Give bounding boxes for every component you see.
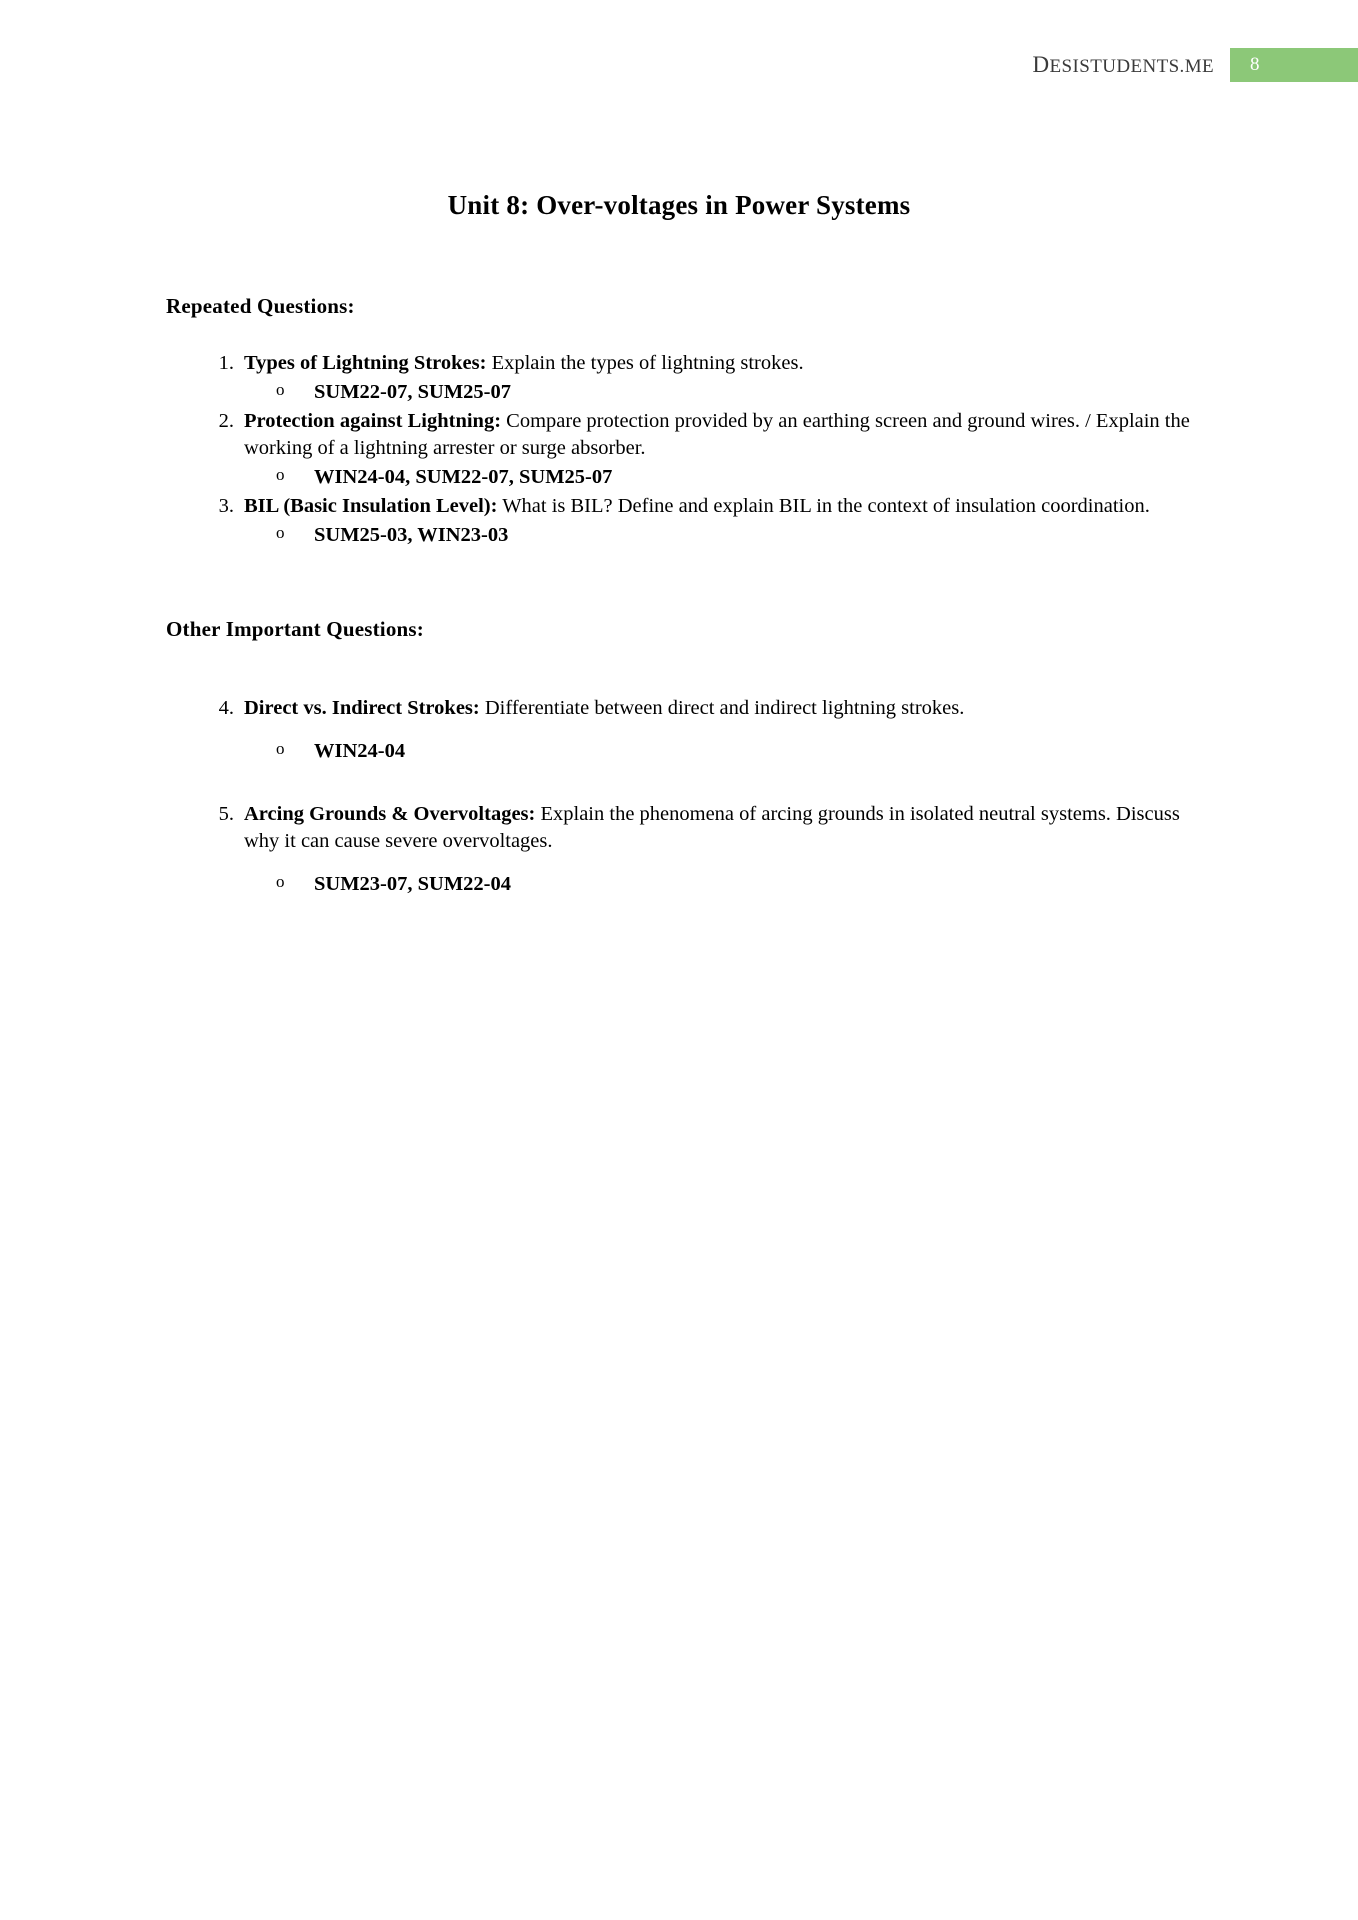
reference-codes: WIN24-04 xyxy=(314,739,406,762)
page-header xyxy=(0,0,1358,104)
list-item-number: 3. xyxy=(218,495,234,518)
site-watermark-rest: ESISTUDENTS.ME xyxy=(1049,56,1214,77)
question-title: Direct vs. Indirect Strokes: xyxy=(244,697,480,719)
list-item xyxy=(166,350,1196,378)
list-item-number: 1. xyxy=(218,352,234,374)
list-item xyxy=(166,695,1196,723)
question-list-other xyxy=(166,695,1196,934)
list-item xyxy=(166,801,1196,857)
list-item-text xyxy=(244,350,1196,378)
list-item xyxy=(166,493,1196,521)
list-item-text xyxy=(244,493,1196,521)
list-item-number: 2. xyxy=(218,409,234,432)
list-item-number: 5. xyxy=(218,802,234,825)
site-watermark xyxy=(1033,52,1230,78)
question-list-repeated xyxy=(166,350,1196,551)
circle-bullet-icon: o xyxy=(276,379,285,399)
page-number-band xyxy=(1230,48,1358,82)
question-title: BIL (Basic Insulation Level): xyxy=(244,495,498,518)
list-item-text xyxy=(244,695,1196,723)
list-item-text xyxy=(244,408,1196,464)
reference-codes: SUM25-03, WIN23-03 xyxy=(314,523,509,546)
list-item xyxy=(166,408,1196,464)
page-title: Unit 8: Over-voltages in Power Systems xyxy=(447,190,911,220)
reference-codes: SUM22-07, SUM25-07 xyxy=(314,380,512,403)
question-title: Protection against Lightning: xyxy=(244,409,502,432)
question-title: Arcing Grounds & Overvoltages: xyxy=(244,802,536,825)
list-item-text xyxy=(244,801,1196,857)
circle-bullet-icon: o xyxy=(276,522,285,542)
reference-codes: WIN24-04, SUM22-07, SUM25-07 xyxy=(314,466,613,489)
page-number: 8 xyxy=(1250,54,1260,75)
question-body: Explain the types of lightning strokes. xyxy=(486,352,804,374)
section-heading-other: Other Important Questions: xyxy=(166,617,424,641)
question-body: Compare protection provided by an earthing screen and ground wires. / Explain the working of a lightning arrester or surge absorber. xyxy=(244,409,1190,460)
question-body: Explain the phenomena of arcing grounds in isolated neutral systems. Discuss why it can cause severe overvoltages. xyxy=(244,802,1180,853)
header-right-block xyxy=(1033,48,1358,82)
reference-codes: SUM23-07, SUM22-04 xyxy=(314,873,512,896)
circle-bullet-icon: o xyxy=(276,738,285,758)
list-item-refs xyxy=(166,737,1196,767)
list-item-number: 4. xyxy=(218,697,234,719)
list-item-refs xyxy=(166,378,1196,408)
list-item-refs xyxy=(166,870,1196,900)
circle-bullet-icon: o xyxy=(276,465,285,485)
question-title: Types of Lightning Strokes: xyxy=(244,352,487,374)
circle-bullet-icon: o xyxy=(276,872,285,892)
section-heading-repeated: Repeated Questions: xyxy=(166,294,355,318)
question-body: What is BIL? Define and explain BIL in the context of insulation coordination. xyxy=(497,495,1150,518)
list-item-refs xyxy=(166,463,1196,493)
site-watermark-initial: D xyxy=(1032,52,1050,77)
list-item-refs xyxy=(166,521,1196,551)
question-body: Differentiate between direct and indirect lightning strokes. xyxy=(479,697,965,719)
